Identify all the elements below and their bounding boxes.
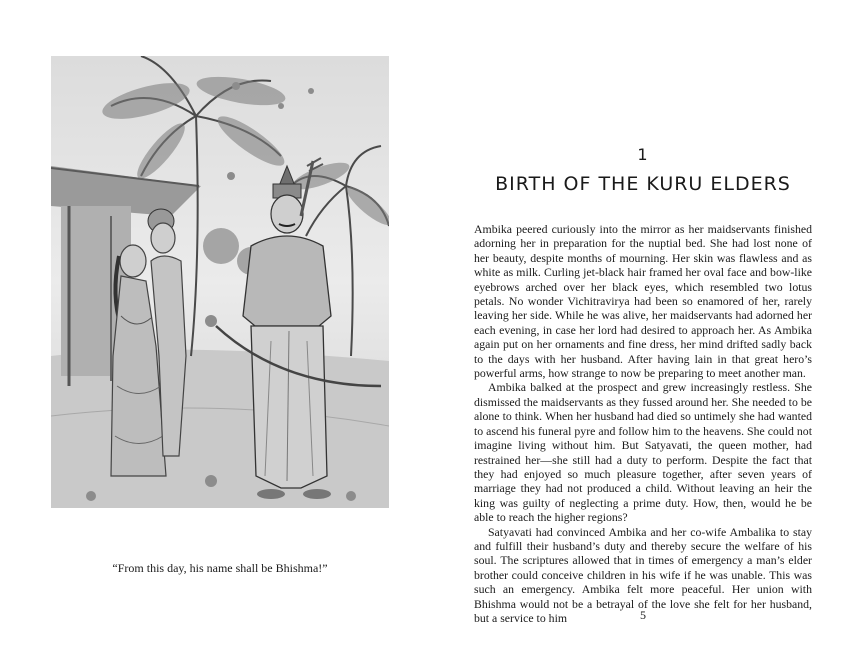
illustration-drawing bbox=[51, 56, 389, 508]
paragraph: Satyavati had convinced Ambika and her co-wife Ambalika to stay and fulfill their husband’s duty and thereby secure the welfare of his soul. The scriptures allowed that in times of emergency a man’s elder brother could conceive children in his wife if he was unable. This was such an emergency. Ambika felt more peaceful. Her union with Bhishma would not be a betrayal of the love she felt for her husband, but a service to him bbox=[474, 524, 812, 625]
chapter-title: BIRTH OF THE KURU ELDERS bbox=[495, 173, 791, 195]
paragraph: Ambika balked at the prospect and grew increasingly restless. She dismissed the maidservants as they fussed around her. She needed to be alone to think. When her husband had died so untimely she had wanted to ascend his funeral pyre and follow him to the heavens. She could not imagine living without him. But Satyavati, the queen mother, had restrained her—she still had a duty to perform. Despite the fact that they had enjoyed so much pleasure together, after seven years of marriage they had not produced a child. Without leaving an heir the king was guilty of neglecting a prime duty. How, then, would he be able to reach the higher regions? bbox=[474, 380, 812, 525]
page-number: 5 bbox=[640, 608, 646, 622]
illustration-caption: “From this day, his name shall be Bhishma!” bbox=[112, 561, 328, 575]
chapter-body bbox=[474, 222, 812, 625]
chapter-illustration bbox=[51, 56, 389, 508]
paragraph: Ambika peered curiously into the mirror as her maidservants finished adorning her in preparation for the nuptial bed. She had lost none of her beauty, despite months of mourning. Her skin was flawless and as white as milk. Curling jet-black hair framed her oval face and bow-like eyebrows arched over her black eyes, which resembled two lotus petals. No wonder Vichitravirya had been so enamored of her, rarely leaving her side. While he was alive, her maidservants had adorned her each evening, in case her lord had desired to approach her. As Ambika again put on her ornaments and fine dress, her mind drifted sadly back to the days with her husband. After having lain in that great hero’s powerful arms, how strange to now be preparing to meet another man. bbox=[474, 222, 812, 381]
chapter-number: 1 bbox=[637, 145, 649, 164]
